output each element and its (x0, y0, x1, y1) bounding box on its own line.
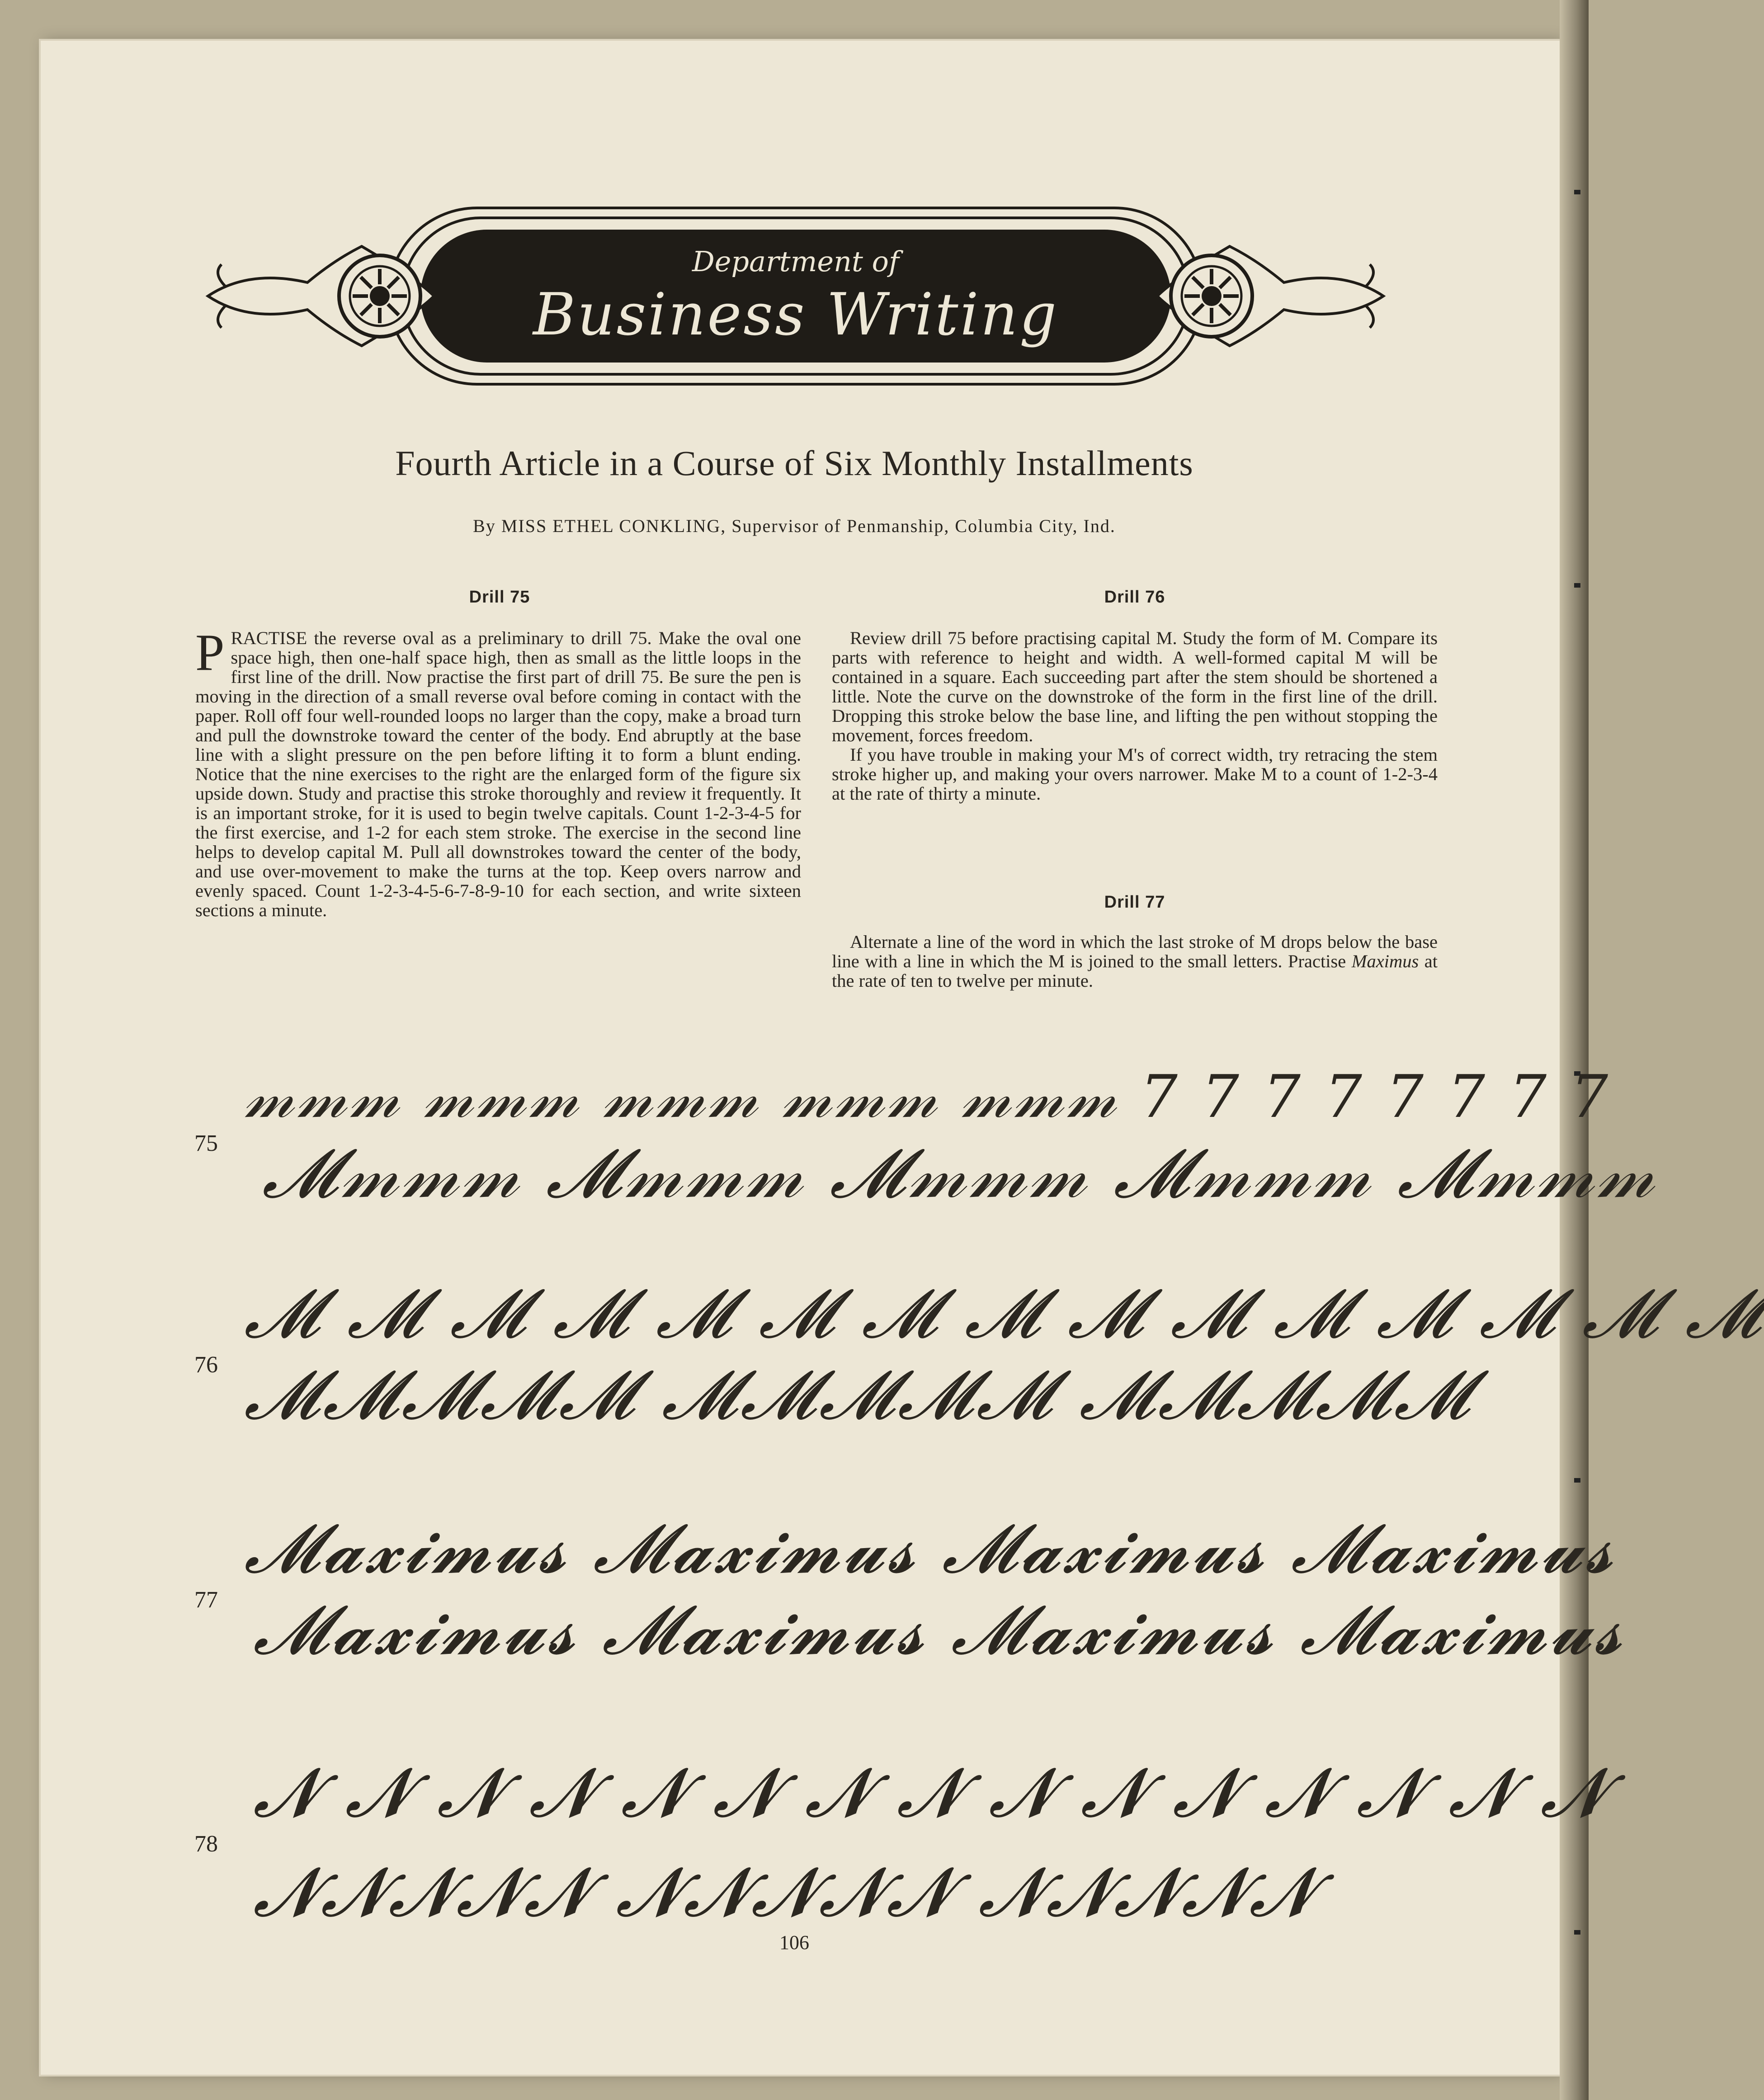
drill-77-heading: Drill 77 (1104, 893, 1165, 912)
drop-cap: P (195, 624, 225, 682)
drill-77-paragraph: Alternate a line of the word in which the last stroke of M drops below the base line with a line in which the M is joined to the small letters. Practise Maximus at the rate of ten to twelve per minute. (832, 932, 1438, 991)
article-byline: By MISS ETHEL CONKLING, Supervisor of Penmanship, Columbia City, Ind. (473, 516, 1116, 536)
banner-large-text: Business Writing (533, 281, 1059, 348)
left-column (195, 624, 801, 920)
drill-76-paragraph-2: If you have trouble in making your M's of correct width, try retracing the stem stroke higher up, and making your overs narrower. Make M to a count of 1-2-3-4 at the rate of thirty a minute. (832, 744, 1438, 804)
maximus-word: Maximus (1351, 951, 1419, 971)
plate-78-line-2: 𝓝𝓝𝓝𝓝𝓝 𝓝𝓝𝓝𝓝𝓝 𝓝𝓝𝓝𝓝𝓝 (253, 1853, 1317, 1932)
drill-75-paragraph (195, 624, 801, 920)
page-number: 106 (779, 1931, 809, 1954)
drill-76-paragraph-1: Review drill 75 before practising capital M. Study the form of M. Compare its parts with reference to height and width. A well-formed capital M will be contained in a square. Each succeeding part after the stem should be shortened a little. Note the curve on the downstroke of the form in the first line of the drill. Dropping this stroke below the base line, and lifting the pen without stopping the movement, forces freedom. (832, 628, 1438, 745)
plate-77-line-1: 𝓜𝓪𝔁𝓲𝓶𝓾𝓼 𝓜𝓪𝔁𝓲𝓶𝓾𝓼 𝓜𝓪𝔁𝓲𝓶𝓾𝓼 𝓜𝓪𝔁𝓲𝓶𝓾𝓼 (244, 1510, 1616, 1588)
plate-75-line-2: 𝓜𝓂𝓂𝓂 𝓜𝓂𝓂𝓂 𝓜𝓂𝓂𝓂 𝓜𝓂𝓂𝓂 𝓜𝓂𝓂𝓂 (262, 1135, 1657, 1213)
plate-label-75: 75 (194, 1130, 218, 1156)
plate-76-line-2: 𝓜𝓜𝓜𝓜𝓜 𝓜𝓜𝓜𝓜𝓜 𝓜𝓜𝓜𝓜𝓜 (244, 1356, 1473, 1435)
drill-75-heading: Drill 75 (469, 588, 530, 607)
drill-76-heading: Drill 76 (1104, 588, 1165, 607)
drill-77-block (832, 932, 1438, 990)
plate-75-line-1: 𝓂𝓂𝓂 𝓂𝓂𝓂 𝓂𝓂𝓂 𝓂𝓂𝓂 𝓂𝓂𝓂 7 7 7 7 7 7 7 7 (244, 1062, 1611, 1131)
department-banner (208, 199, 1383, 393)
drill-75-text: RACTISE the reverse oval as a preliminary to drill 75. Make the oval one space high, then one-half space high, then as small as the little loops in the first line of the drill. Now practise the first part of drill 75. Be sure the pen is moving in the direction of a small reverse oval before coming in contact with the paper. Roll off four well-rounded loops no larger than the copy, make a broad turn and pull the downstroke toward the center of the body. End abruptly at the base line with a slight pressure on the pen before lifting it to form a blunt ending. Notice that the nine exercises to the right are the enlarged form of the figure six upside down. Study and practise this stroke thoroughly and review it frequently. It is an important stroke, for it is used to begin twelve capitals. Count 1-2-3-4-5 for the first exercise, and 1-2 for each stem stroke. The exercise in the second line helps to develop capital M. Pull all downstrokes toward the center of the body, and use over-movement to make the turns at the top. Keep overs narrow and evenly spaced. Count 1-2-3-4-5-6-7-8-9-10 for each section, and write sixteen sections a minute. (195, 628, 801, 920)
plate-label-78: 78 (194, 1831, 218, 1857)
article-headline: Fourth Article in a Course of Six Monthly Installments (395, 443, 1193, 483)
plate-77-line-2: 𝓜𝓪𝔁𝓲𝓶𝓾𝓼 𝓜𝓪𝔁𝓲𝓶𝓾𝓼 𝓜𝓪𝔁𝓲𝓶𝓾𝓼 𝓜𝓪𝔁𝓲𝓶𝓾𝓼 (253, 1591, 1625, 1670)
plate-78-line-1: 𝓝 𝓝 𝓝 𝓝 𝓝 𝓝 𝓝 𝓝 𝓝 𝓝 𝓝 𝓝 𝓝 𝓝 𝓝 (253, 1754, 1608, 1832)
plate-76-line-1: 𝓜 𝓜 𝓜 𝓜 𝓜 𝓜 𝓜 𝓜 𝓜 𝓜 𝓜 𝓜 𝓜 𝓜 𝓜 (244, 1275, 1764, 1353)
plate-label-76: 76 (194, 1352, 218, 1378)
right-column (832, 628, 1438, 803)
plate-label-77: 77 (194, 1587, 218, 1613)
left-rosette-icon (208, 246, 434, 346)
banner-small-text: Department of (692, 245, 899, 278)
right-rosette-icon (1157, 246, 1383, 346)
